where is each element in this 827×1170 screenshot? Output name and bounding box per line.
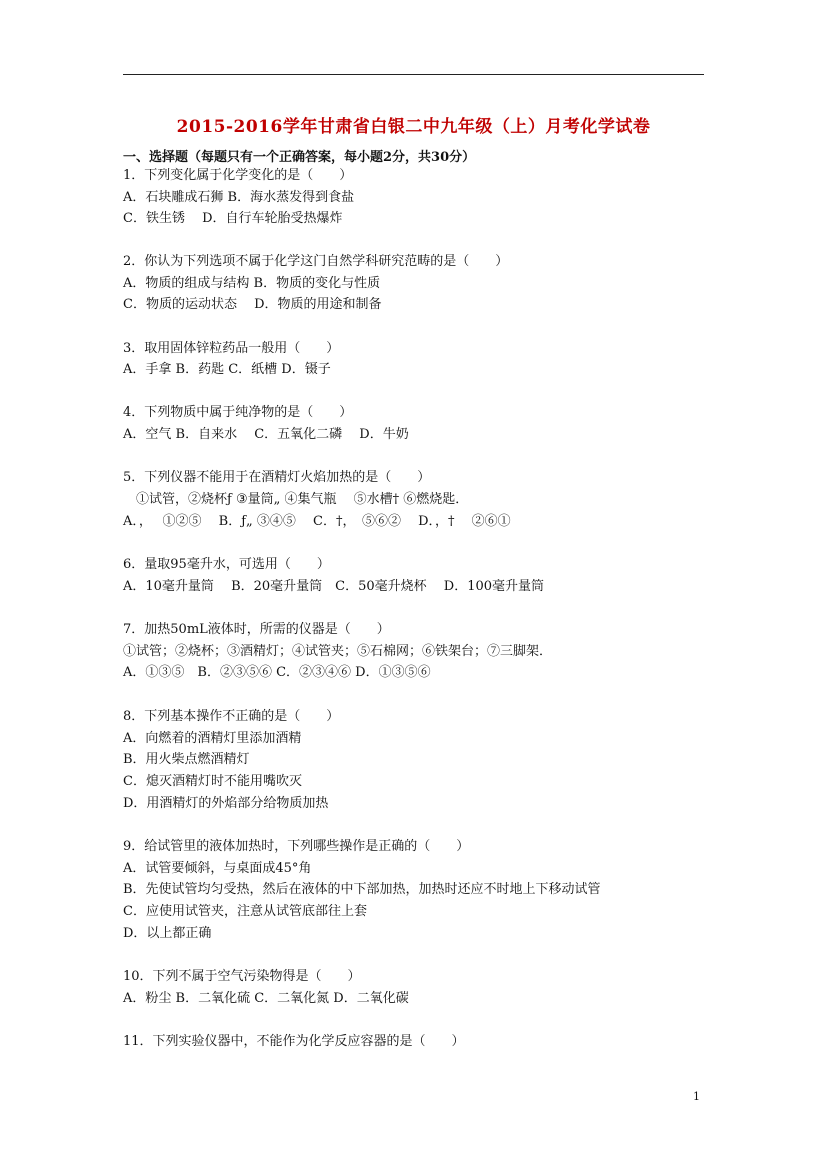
question-9-option-a: A．试管要倾斜，与桌面成45°角 <box>123 861 312 876</box>
question-3-stem: 3．取用固体锌粒药品一般用（ ） <box>123 341 340 356</box>
question-11-stem: 11．下列实验仪器中，不能作为化学反应容器的是（ ） <box>123 1034 465 1049</box>
question-2-stem: 2．你认为下列选项不属于化学这门自然学科研究范畴的是（ ） <box>123 254 509 269</box>
question-2-option-line: C．物质的运动状态 D．物质的用途和制备 <box>123 297 382 312</box>
question-9-option-d: D．以上都正确 <box>123 926 212 941</box>
question-9-stem: 9．给试管里的液体加热时，下列哪些操作是正确的（ ） <box>123 839 470 854</box>
question-1-option-line: C．铁生锈 D．自行车轮胎受热爆炸 <box>123 211 343 226</box>
question-8-option-c: C．熄灭酒精灯时不能用嘴吹灭 <box>123 774 302 789</box>
question-8-option-d: D．用酒精灯的外焰部分给物质加热 <box>123 796 329 811</box>
question-3-option-line: A．手拿 B．药匙 C．纸槽 D．镊子 <box>123 362 331 377</box>
question-5-stem: 5．下列仪器不能用于在酒精灯火焰加热的是（ ） <box>123 470 431 485</box>
question-7-option-line: A．①③⑤ B．②③⑤⑥ C．②③④⑥ D．①③⑤⑥ <box>123 665 431 680</box>
question-9-option-c: C．应使用试管夹，注意从试管底部往上套 <box>123 904 367 919</box>
question-1-option-line: A．石块雕成石狮 B．海水蒸发得到食盐 <box>123 190 355 205</box>
question-7-stem: 7．加热50mL液体时，所需的仪器是（ ） <box>123 622 390 637</box>
page-number: 1 <box>693 1090 700 1103</box>
question-10-stem: 10．下列不属于空气污染物得是（ ） <box>123 969 361 984</box>
question-9-option-b: B．先使试管均匀受热，然后在液体的中下部加热，加热时还应不时地上下移动试管 <box>123 882 601 897</box>
question-7-item-line: ①试管；②烧杯；③酒精灯；④试管夹；⑤石棉网；⑥铁架台；⑦三脚架． <box>123 644 553 659</box>
header-rule <box>123 74 704 75</box>
question-4-stem: 4．下列物质中属于纯净物的是（ ） <box>123 405 353 420</box>
question-2-option-line: A．物质的组成与结构 B．物质的变化与性质 <box>123 276 381 291</box>
question-8-option-a: A．向燃着的酒精灯里添加酒精 <box>123 731 302 746</box>
question-1-stem: 1．下列变化属于化学变化的是（ ） <box>123 168 353 183</box>
question-5-option-line: A．， ①②⑤ B．ƒ„ ③④⑤ C．†， ⑤⑥② D．，† ②⑥① <box>123 514 511 529</box>
question-10-option-line: A．粉尘 B．二氧化硫 C．二氧化氮 D．二氧化碳 <box>123 991 409 1006</box>
question-8-stem: 8．下列基本操作不正确的是（ ） <box>123 709 340 724</box>
section-heading: 一、选择题（每题只有一个正确答案，每小题2分，共30分） <box>123 150 476 165</box>
question-6-stem: 6．量取95毫升水，可选用（ ） <box>123 557 330 572</box>
page-title: 2015-2016学年甘肃省白银二中九年级（上）月考化学试卷 <box>176 117 651 137</box>
question-5-item-line: ①试管，②烧杯ƒ ③量筒„ ④集气瓶 ⑤水槽† ⑥燃烧匙． <box>123 492 469 507</box>
question-6-option-line: A．10毫升量筒 B．20毫升量筒 C．50毫升烧杯 D．100毫升量筒 <box>123 579 545 594</box>
question-8-option-b: B．用火柴点燃酒精灯 <box>123 752 250 767</box>
question-4-option-line: A．空气 B．自来水 C．五氧化二磷 D．牛奶 <box>123 427 409 442</box>
